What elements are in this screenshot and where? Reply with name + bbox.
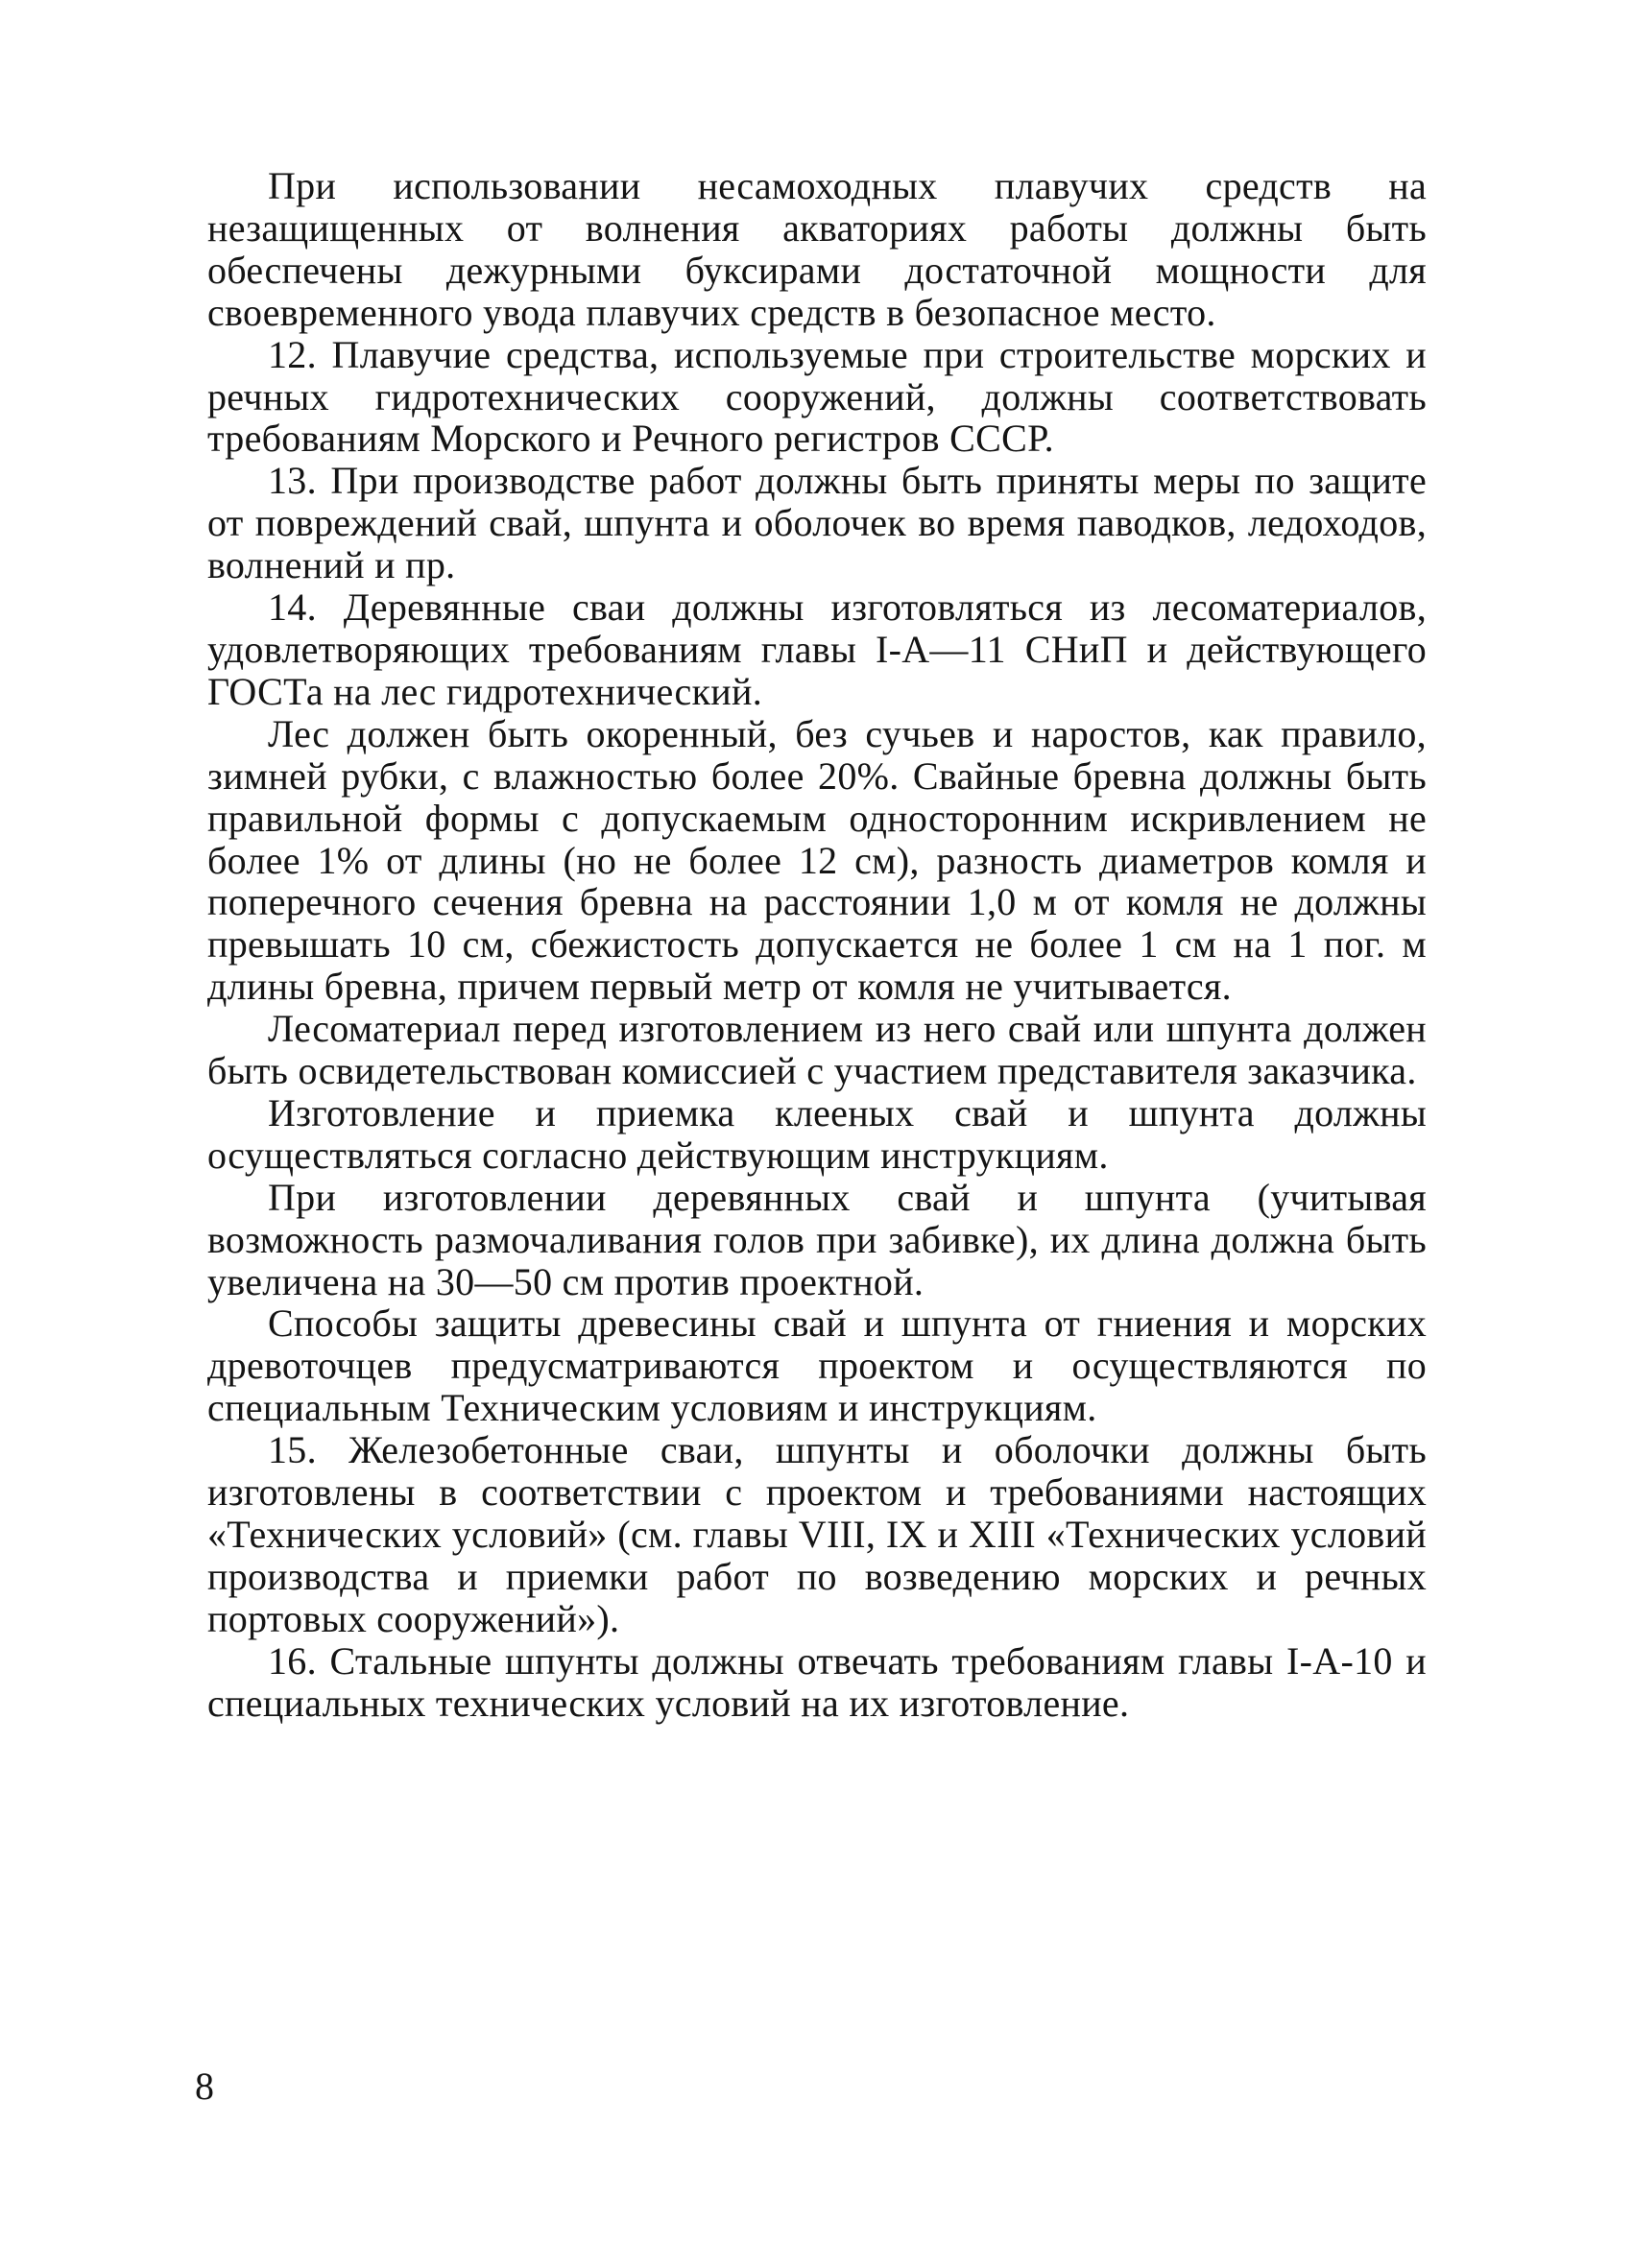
paragraph-floating-craft-tugs: При использовании несамоходных плавучих средств на незащищенных от волнения акваториях работы должны быть обеспечены дежурными буксирами достаточной мощности для своевременного увода плавучих средств в безопасное место. [207, 164, 1427, 334]
paragraph-16-steel-sheet-piles: 16. Стальные шпунты должны отвечать требованиям главы I-А-10 и специальных технических условий на их изготовление. [207, 1638, 1427, 1725]
paragraph-13-damage-protection: 13. При производстве работ должны быть приняты меры по защите от повреждений свай, шпунта и оболочек во время паводков, ледоходов, волнений и пр. [207, 459, 1427, 587]
paragraph-15-reinforced-concrete-piles: 15. Железобетонные сваи, шпунты и оболочки должны быть изготовлены в соответствии с проектом и требованиями настоящих «Технических условий» (см. главы VIII, IX и XIII «Технических условий производства и приемки работ по возведению морских и речных портовых сооружений»). [207, 1428, 1427, 1640]
paragraph-glued-piles: Изготовление и приемка клееных свай и шпунта должны осуществляться согласно действующим инструкциям. [207, 1090, 1427, 1177]
paragraph-pile-length-allowance: При изготовлении деревянных свай и шпунта (учитывая возможность размочаливания голов при забивке), их длина должна быть увеличена на 30—50 см против проектной. [207, 1175, 1427, 1303]
paragraph-12-floating-craft-registers: 12. Плавучие средства, используемые при строительстве морских и речных гидротехнических сооружений, должны соответствовать требованиям Морского и Речного регистров СССР. [207, 332, 1427, 461]
paragraph-wood-protection: Способы защиты древесины свай и шпунта от гниения и морских древоточцев предусматриваются проектом и осуществляются по специальным Техническим условиям и инструкциям. [207, 1301, 1427, 1430]
paragraph-timber-inspection: Лесоматериал перед изготовлением из него свай или шпунта должен быть освидетельствован комиссией с участием представителя заказчика. [207, 1007, 1427, 1093]
paragraph-14-wooden-piles: 14. Деревянные сваи должны изготовляться из лесоматериалов, удовлетворяющих требованиям главы I-А—11 СНиП и действующего ГОСТа на лес гидротехнический. [207, 585, 1427, 713]
page-body [207, 165, 1427, 1725]
paragraph-timber-requirements: Лес должен быть окоренный, без сучьев и наростов, как правило, зимней рубки, с влажностью более 20%. Свайные бревна должны быть правильной формы с допускаемым односторонним искривлением не более 1% от длины (но не более 12 см), разность диаметров комля и поперечного сечения бревна на расстоянии 1,0 м от комля не должны превышать 10 см, сбежистость допускается не более 1 см на 1 пог. м длины бревна, причем первый метр от комля не учитывается. [207, 711, 1427, 1009]
page-number: 8 [195, 2065, 214, 2108]
